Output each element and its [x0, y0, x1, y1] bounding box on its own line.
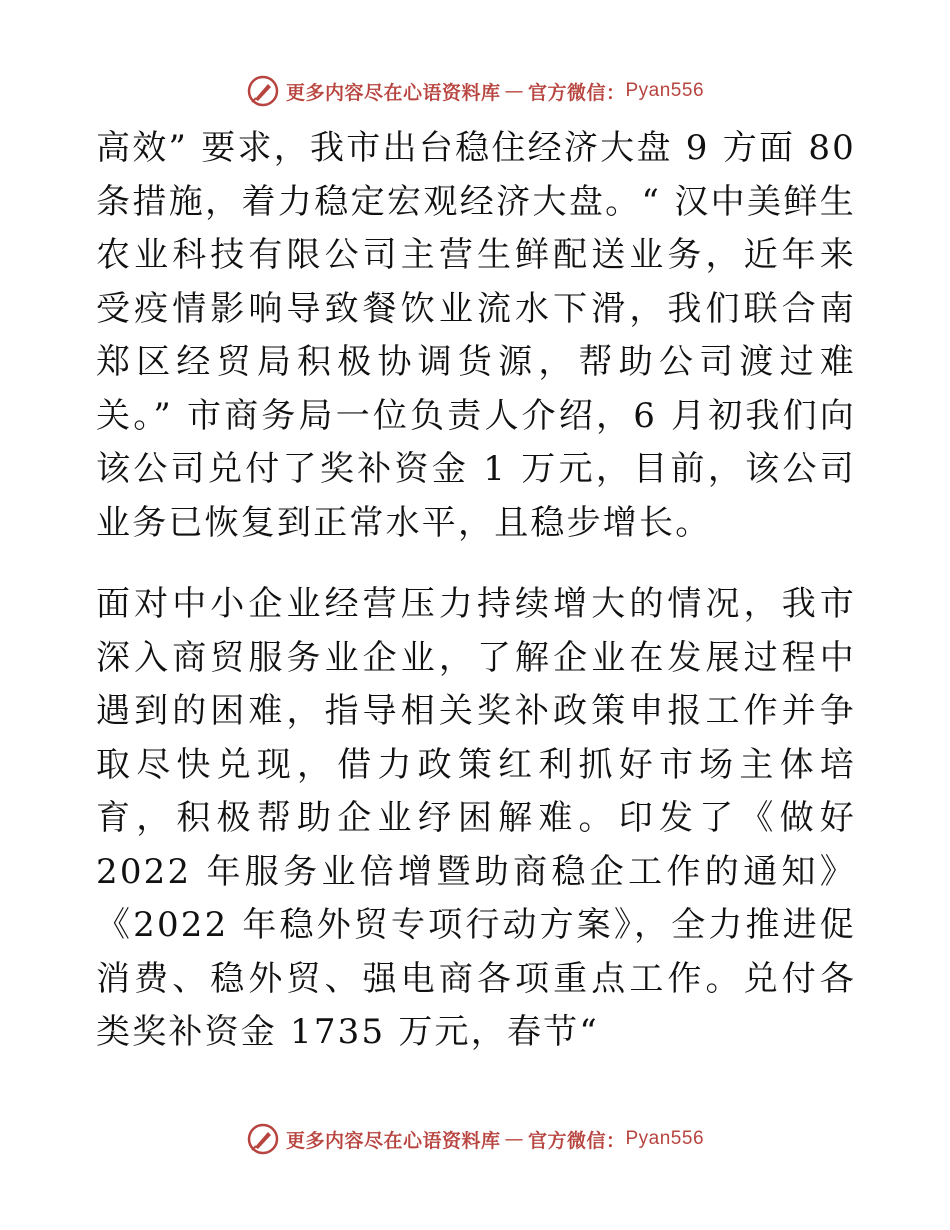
watermark-wechat-label: 官方微信：	[527, 81, 626, 104]
watermark-wechat-label: 官方微信：	[527, 1129, 626, 1152]
quill-pen-logo-icon	[246, 74, 280, 108]
paragraph-1: 高效” 要求，我市出台稳住经济大盘 9 方面 80 条措施，着力稳定宏观经济大盘。“ 汉中美鲜生农业科技有限公司主营生鲜配送业务，近年来受疫情影响导致餐饮业流水下滑，我们联合南郑区经贸局积极协调货源，帮助公司渡过难关。” 市商务局一位负责人介绍，6 月初我们向该公司兑付了奖补资金 1 万元，目前，该公司业务已恢复到正常水平，且稳步增长。	[96, 128, 856, 543]
watermark-wechat-id: Pyan556	[625, 80, 705, 101]
watermark-dash: —	[504, 1128, 524, 1150]
watermark-main-text: 更多内容尽在心语资料库	[285, 1129, 501, 1152]
document-body	[96, 122, 856, 1060]
watermark-dash: —	[504, 80, 524, 102]
quill-pen-logo-icon	[246, 1122, 280, 1156]
watermark-wechat-id: Pyan556	[625, 1128, 705, 1149]
watermark-main-text: 更多内容尽在心语资料库	[285, 81, 501, 104]
page-footer-watermark	[0, 1120, 950, 1158]
paragraph-2: 面对中小企业经营压力持续增大的情况，我市深入商贸服务业企业，了解企业在发展过程中遇到的困难，指导相关奖补政策申报工作并争取尽快兑现，借力政策红利抓好市场主体培育，积极帮助企业纾困解难。印发了《做好 2022 年服务业倍增暨助商稳企工作的通知》《2022 年稳外贸专项行动方案》，全力推进促消费、稳外贸、强电商各项重点工作。兑付各类奖补资金 1735 万元，春节“	[96, 584, 856, 1052]
page-header-watermark	[0, 72, 950, 110]
